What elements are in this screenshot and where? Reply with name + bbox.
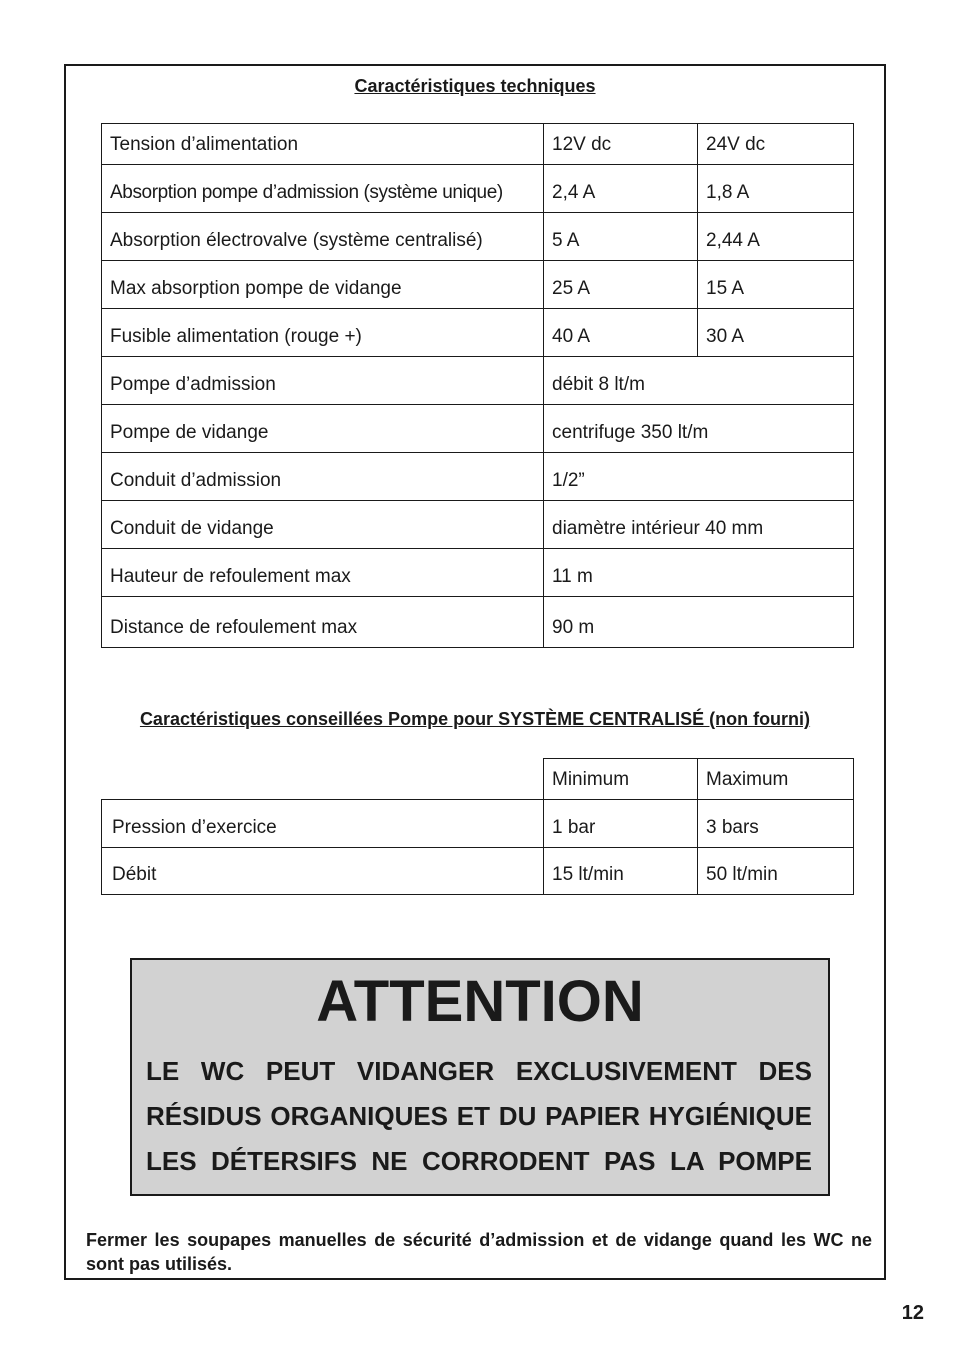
attention-line: LES DÉTERSIFS NE CORRODENT PAS LA POMPE <box>146 1146 812 1176</box>
page-number: 12 <box>901 1302 924 1324</box>
footer-note: Fermer les soupapes manuelles de sécurité d’admission et de vidange quand les WC ne sont pas utilisés. <box>86 1230 872 1274</box>
empty-header-cell <box>102 759 544 800</box>
spec-value-24v: 2,44 A <box>698 213 854 261</box>
table-row <box>102 124 854 165</box>
spec-value-12v: 5 A <box>544 213 698 261</box>
spec-value: 11 m <box>544 549 854 597</box>
spec-value: diamètre intérieur 40 mm <box>544 501 854 549</box>
table-row <box>102 213 854 261</box>
advice-min: 1 bar <box>544 800 698 848</box>
spec-value-12v: 25 A <box>544 261 698 309</box>
spec-label: Absorption pompe d’admission (système unique) <box>102 165 544 213</box>
tech-specs-title: Caractéristiques techniques <box>354 76 596 96</box>
table-row <box>102 800 854 848</box>
pump-advice-title: Caractéristiques conseillées Pompe pour SYSTÈME CENTRALISÉ (non fourni) <box>139 709 811 729</box>
spec-label: Pompe de vidange <box>102 405 544 453</box>
advice-label: Pression d’exercice <box>102 800 544 848</box>
advice-label: Débit <box>102 848 544 895</box>
spec-value: 90 m <box>544 597 854 648</box>
spec-value: 1/2” <box>544 453 854 501</box>
table-row <box>102 597 854 648</box>
spec-label: Conduit d’admission <box>102 453 544 501</box>
spec-label: Conduit de vidange <box>102 501 544 549</box>
advice-min: 15 lt/min <box>544 848 698 895</box>
spec-label: Hauteur de refoulement max <box>102 549 544 597</box>
spec-label: Pompe d’admission <box>102 357 544 405</box>
spec-value-12v: 40 A <box>544 309 698 357</box>
spec-value-24v: 15 A <box>698 261 854 309</box>
table-row <box>102 549 854 597</box>
advice-max: 50 lt/min <box>698 848 854 895</box>
spec-label: Fusible alimentation (rouge +) <box>102 309 544 357</box>
pump-advice-table <box>101 758 854 895</box>
tech-specs-table <box>101 123 854 648</box>
table-row <box>102 501 854 549</box>
spec-value-12v: 12V dc <box>544 124 698 165</box>
spec-value-24v: 30 A <box>698 309 854 357</box>
spec-value: centrifuge 350 lt/m <box>544 405 854 453</box>
header-minimum: Minimum <box>544 759 698 800</box>
table-header-row <box>102 759 854 800</box>
table-row <box>102 261 854 309</box>
spec-value-12v: 2,4 A <box>544 165 698 213</box>
attention-line: RÉSIDUS ORGANIQUES ET DU PAPIER HYGIÉNIQUE <box>146 1101 812 1131</box>
table-row <box>102 453 854 501</box>
spec-label: Max absorption pompe de vidange <box>102 261 544 309</box>
spec-value-24v: 24V dc <box>698 124 854 165</box>
page-frame <box>64 64 886 1280</box>
attention-box <box>130 958 830 1196</box>
advice-max: 3 bars <box>698 800 854 848</box>
spec-label: Distance de refoulement max <box>102 597 544 648</box>
table-row <box>102 309 854 357</box>
table-row <box>102 848 854 895</box>
spec-value-24v: 1,8 A <box>698 165 854 213</box>
spec-label: Tension d’alimentation <box>102 124 544 165</box>
spec-label: Absorption électrovalve (système centralisé) <box>102 213 544 261</box>
spec-value: débit 8 lt/m <box>544 357 854 405</box>
attention-title: ATTENTION <box>316 969 644 1034</box>
table-row <box>102 357 854 405</box>
table-row <box>102 165 854 213</box>
header-maximum: Maximum <box>698 759 854 800</box>
attention-line: LE WC PEUT VIDANGER EXCLUSIVEMENT DES <box>146 1056 812 1086</box>
table-row <box>102 405 854 453</box>
